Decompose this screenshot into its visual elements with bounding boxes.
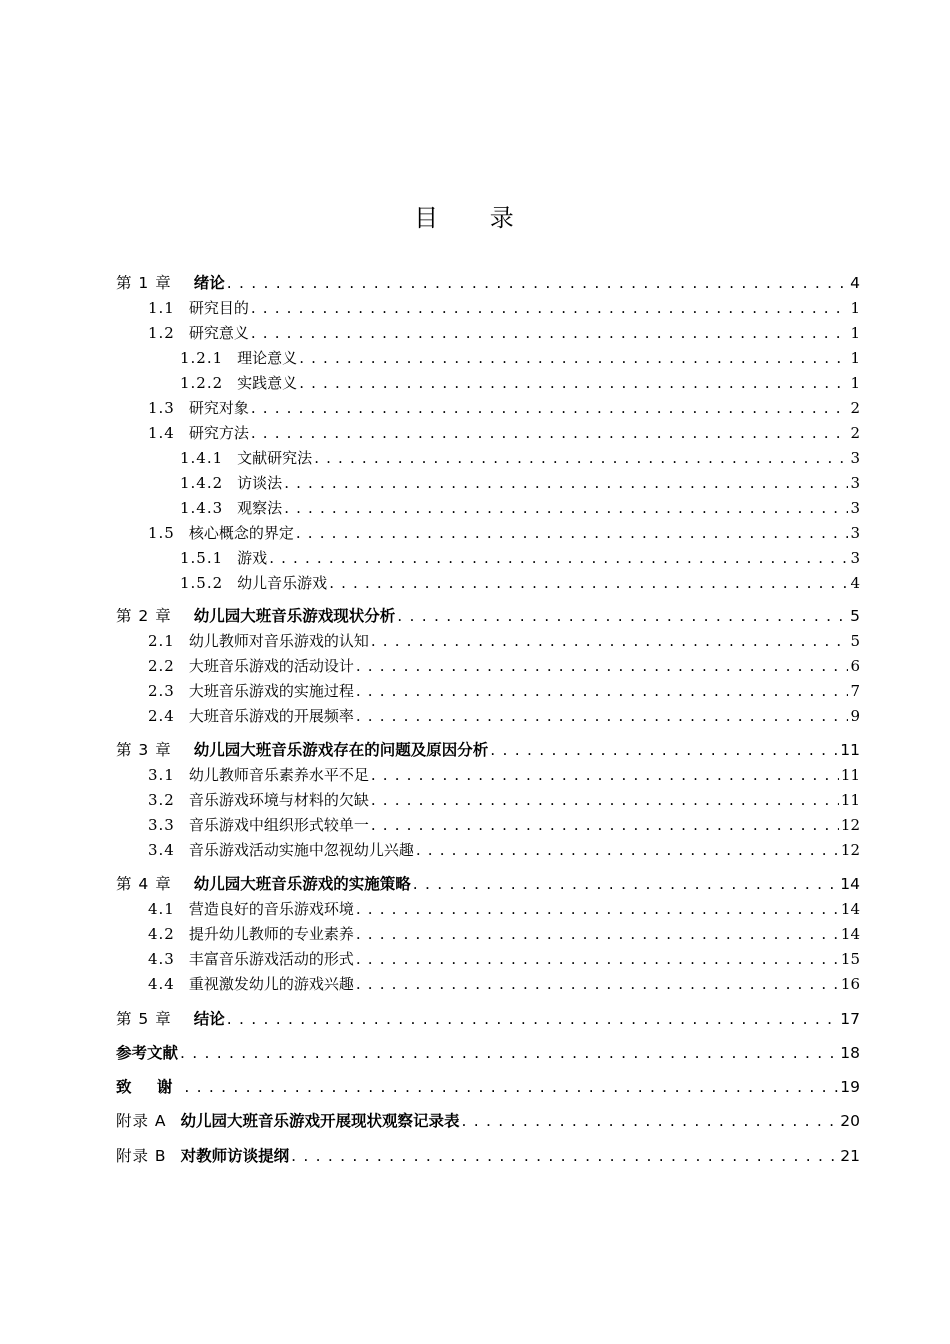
toc-entry[interactable] bbox=[148, 898, 860, 920]
toc-entry[interactable] bbox=[116, 1008, 860, 1030]
toc-page: 18 bbox=[840, 1044, 860, 1062]
toc-page: 11 bbox=[840, 741, 860, 759]
toc-label: 音乐游戏中组织形式较单一 bbox=[188, 816, 369, 834]
dot-leader bbox=[299, 372, 848, 394]
dot-leader bbox=[371, 789, 839, 811]
toc-label: 幼儿教师对音乐游戏的认知 bbox=[188, 632, 369, 650]
toc-entry[interactable] bbox=[148, 522, 860, 544]
toc-label: 幼儿音乐游戏 bbox=[237, 574, 328, 592]
toc-page: 11 bbox=[840, 766, 860, 784]
dot-leader bbox=[299, 347, 848, 369]
dot-leader bbox=[251, 297, 848, 319]
toc-label: 音乐游戏环境与材料的欠缺 bbox=[188, 791, 369, 809]
toc-number: 1.5.1 bbox=[180, 549, 224, 567]
toc-label: 幼儿园大班音乐游戏开展现状观察记录表 bbox=[180, 1112, 460, 1130]
dot-leader bbox=[296, 522, 848, 544]
toc-label: 幼儿教师音乐素养水平不足 bbox=[188, 766, 369, 784]
toc-label: 幼儿园大班音乐游戏的实施策略 bbox=[193, 875, 411, 893]
toc-label: 重视激发幼儿的游戏兴趣 bbox=[188, 975, 354, 993]
dot-leader bbox=[356, 898, 839, 920]
toc-page: 5 bbox=[850, 607, 860, 625]
toc-entry[interactable] bbox=[148, 297, 860, 319]
toc-number: 3.3 bbox=[148, 816, 175, 834]
toc-page: 14 bbox=[840, 925, 860, 943]
dot-leader bbox=[371, 630, 848, 652]
toc-number: 4.1 bbox=[148, 900, 175, 918]
toc-label: 大班音乐游戏的活动设计 bbox=[188, 657, 354, 675]
toc-entry[interactable] bbox=[180, 372, 860, 394]
toc-label: 音乐游戏活动实施中忽视幼儿兴趣 bbox=[188, 841, 414, 859]
toc-label: 观察法 bbox=[237, 499, 283, 517]
toc-entry[interactable] bbox=[116, 1076, 860, 1098]
toc-number: 2.2 bbox=[148, 657, 175, 675]
toc-number: 1.5.2 bbox=[180, 574, 224, 592]
toc-label: 研究方法 bbox=[188, 424, 249, 442]
toc-entry[interactable] bbox=[148, 973, 860, 995]
toc-number: 1.4.2 bbox=[180, 474, 224, 492]
toc-entry[interactable] bbox=[116, 272, 860, 294]
toc-number: 附录 B bbox=[116, 1147, 167, 1165]
dot-leader bbox=[227, 1008, 839, 1030]
toc-entry[interactable] bbox=[148, 322, 860, 344]
toc-entry[interactable] bbox=[148, 814, 860, 836]
toc-entry[interactable] bbox=[148, 705, 860, 727]
toc-entry[interactable] bbox=[180, 347, 860, 369]
toc-page: 12 bbox=[840, 841, 860, 859]
dot-leader bbox=[462, 1110, 839, 1132]
dot-leader bbox=[180, 1042, 838, 1064]
toc-label: 研究目的 bbox=[188, 299, 249, 317]
dot-leader bbox=[251, 322, 848, 344]
toc-number: 附录 A bbox=[116, 1112, 167, 1130]
toc-number: 2.4 bbox=[148, 707, 175, 725]
dot-leader bbox=[284, 497, 848, 519]
toc-number: 1.2.2 bbox=[180, 374, 224, 392]
toc-number: 3.4 bbox=[148, 841, 175, 859]
toc-entry[interactable] bbox=[116, 873, 860, 895]
toc-label: 大班音乐游戏的实施过程 bbox=[188, 682, 354, 700]
toc-page: 16 bbox=[840, 975, 860, 993]
toc-label: 实践意义 bbox=[237, 374, 298, 392]
toc-page: 14 bbox=[840, 875, 860, 893]
toc-entry[interactable] bbox=[180, 497, 860, 519]
toc-page: 3 bbox=[850, 524, 860, 542]
toc-number: 1.2 bbox=[148, 324, 175, 342]
toc-label: 营造良好的音乐游戏环境 bbox=[188, 900, 354, 918]
toc-label: 丰富音乐游戏活动的形式 bbox=[188, 950, 354, 968]
dot-leader bbox=[329, 572, 848, 594]
toc-entry[interactable] bbox=[148, 630, 860, 652]
toc-entry[interactable] bbox=[148, 397, 860, 419]
toc-label: 游戏 bbox=[237, 549, 268, 567]
page-title: 目 录 bbox=[414, 204, 536, 232]
toc-page: 1 bbox=[850, 374, 860, 392]
toc-number: 1.2.1 bbox=[180, 349, 224, 367]
toc-label: 提升幼儿教师的专业素养 bbox=[188, 925, 354, 943]
toc-entry[interactable] bbox=[148, 789, 860, 811]
toc-page: 14 bbox=[840, 900, 860, 918]
toc-page: 7 bbox=[850, 682, 860, 700]
toc-page: 2 bbox=[850, 424, 860, 442]
toc-page: 21 bbox=[840, 1147, 860, 1165]
dot-leader bbox=[356, 948, 839, 970]
toc-page: 17 bbox=[840, 1010, 860, 1028]
toc-number: 2.3 bbox=[148, 682, 175, 700]
toc-number: 1.1 bbox=[148, 299, 175, 317]
toc-label: 核心概念的界定 bbox=[188, 524, 294, 542]
toc-page: 11 bbox=[840, 791, 860, 809]
toc-label: 幼儿园大班音乐游戏存在的问题及原因分析 bbox=[193, 741, 489, 759]
toc-entry[interactable] bbox=[148, 764, 860, 786]
dot-leader bbox=[356, 705, 848, 727]
toc-label: 参考文献 bbox=[116, 1044, 179, 1062]
toc-page: 12 bbox=[840, 816, 860, 834]
toc-entry[interactable] bbox=[180, 547, 860, 569]
dot-leader bbox=[269, 547, 848, 569]
toc-entry[interactable] bbox=[116, 605, 860, 627]
toc-entry[interactable] bbox=[148, 655, 860, 677]
toc-number: 1.4.3 bbox=[180, 499, 224, 517]
toc-page: 20 bbox=[840, 1112, 860, 1130]
toc-page: 1 bbox=[850, 324, 860, 342]
dot-leader bbox=[371, 764, 839, 786]
toc-number: 4.3 bbox=[148, 950, 175, 968]
toc-number: 1.5 bbox=[148, 524, 175, 542]
toc-entry[interactable] bbox=[148, 948, 860, 970]
toc-page: 3 bbox=[850, 449, 860, 467]
toc-page: 5 bbox=[850, 632, 860, 650]
dot-leader bbox=[356, 923, 839, 945]
dot-leader bbox=[284, 472, 848, 494]
toc-page: 4 bbox=[850, 274, 860, 292]
toc-page: 6 bbox=[850, 657, 860, 675]
toc-page: 15 bbox=[840, 950, 860, 968]
toc-entry[interactable] bbox=[148, 422, 860, 444]
toc-page: 9 bbox=[850, 707, 860, 725]
toc-number: 3.1 bbox=[148, 766, 175, 784]
toc-number: 2.1 bbox=[148, 632, 175, 650]
toc-label: 绪论 bbox=[193, 274, 225, 292]
toc-page: 19 bbox=[840, 1078, 860, 1096]
dot-leader bbox=[371, 814, 839, 836]
toc-page: 2 bbox=[850, 399, 860, 417]
dot-leader bbox=[416, 839, 839, 861]
toc-number: 第 4 章 bbox=[116, 875, 172, 893]
toc-label: 研究对象 bbox=[188, 399, 249, 417]
toc-page: 3 bbox=[850, 474, 860, 492]
toc-label: 幼儿园大班音乐游戏现状分析 bbox=[193, 607, 396, 625]
toc-entry[interactable] bbox=[116, 1042, 860, 1064]
toc-entry[interactable] bbox=[148, 839, 860, 861]
dot-leader bbox=[314, 447, 848, 469]
toc-entry[interactable] bbox=[148, 923, 860, 945]
toc-page: 1 bbox=[850, 299, 860, 317]
dot-leader bbox=[490, 739, 838, 761]
toc-entry[interactable] bbox=[116, 1145, 860, 1167]
dot-leader bbox=[251, 422, 848, 444]
toc-entry[interactable] bbox=[148, 680, 860, 702]
toc-entry[interactable] bbox=[116, 1110, 860, 1132]
dot-leader bbox=[413, 873, 839, 895]
toc-number: 1.3 bbox=[148, 399, 175, 417]
toc-entry[interactable] bbox=[180, 447, 860, 469]
toc-label: 大班音乐游戏的开展频率 bbox=[188, 707, 354, 725]
toc-page: 3 bbox=[850, 549, 860, 567]
toc-number: 第 5 章 bbox=[116, 1010, 172, 1028]
toc-entry[interactable] bbox=[116, 739, 860, 761]
dot-leader bbox=[356, 680, 848, 702]
toc-number: 第 1 章 bbox=[116, 274, 172, 292]
toc-number: 1.4 bbox=[148, 424, 175, 442]
dot-leader bbox=[184, 1076, 838, 1098]
toc-page: 1 bbox=[850, 349, 860, 367]
toc-entry[interactable] bbox=[180, 472, 860, 494]
toc-number: 第 2 章 bbox=[116, 607, 172, 625]
toc-number: 4.2 bbox=[148, 925, 175, 943]
toc-label: 访谈法 bbox=[237, 474, 283, 492]
dot-leader bbox=[356, 655, 848, 677]
toc-label: 理论意义 bbox=[237, 349, 298, 367]
toc-number: 3.2 bbox=[148, 791, 175, 809]
toc-label: 研究意义 bbox=[188, 324, 249, 342]
toc-number: 1.4.1 bbox=[180, 449, 224, 467]
toc-label: 文献研究法 bbox=[237, 449, 313, 467]
dot-leader bbox=[291, 1145, 838, 1167]
toc-number: 4.4 bbox=[148, 975, 175, 993]
dot-leader bbox=[227, 272, 848, 294]
toc-entry[interactable] bbox=[180, 572, 860, 594]
dot-leader bbox=[251, 397, 848, 419]
toc-page: 4 bbox=[850, 574, 860, 592]
toc-label: 对教师访谈提纲 bbox=[180, 1147, 290, 1165]
toc-number: 第 3 章 bbox=[116, 741, 172, 759]
toc-label: 致 谢 bbox=[116, 1078, 183, 1096]
dot-leader bbox=[397, 605, 848, 627]
dot-leader bbox=[356, 973, 839, 995]
toc-page: 3 bbox=[850, 499, 860, 517]
toc-label: 结论 bbox=[193, 1010, 225, 1028]
